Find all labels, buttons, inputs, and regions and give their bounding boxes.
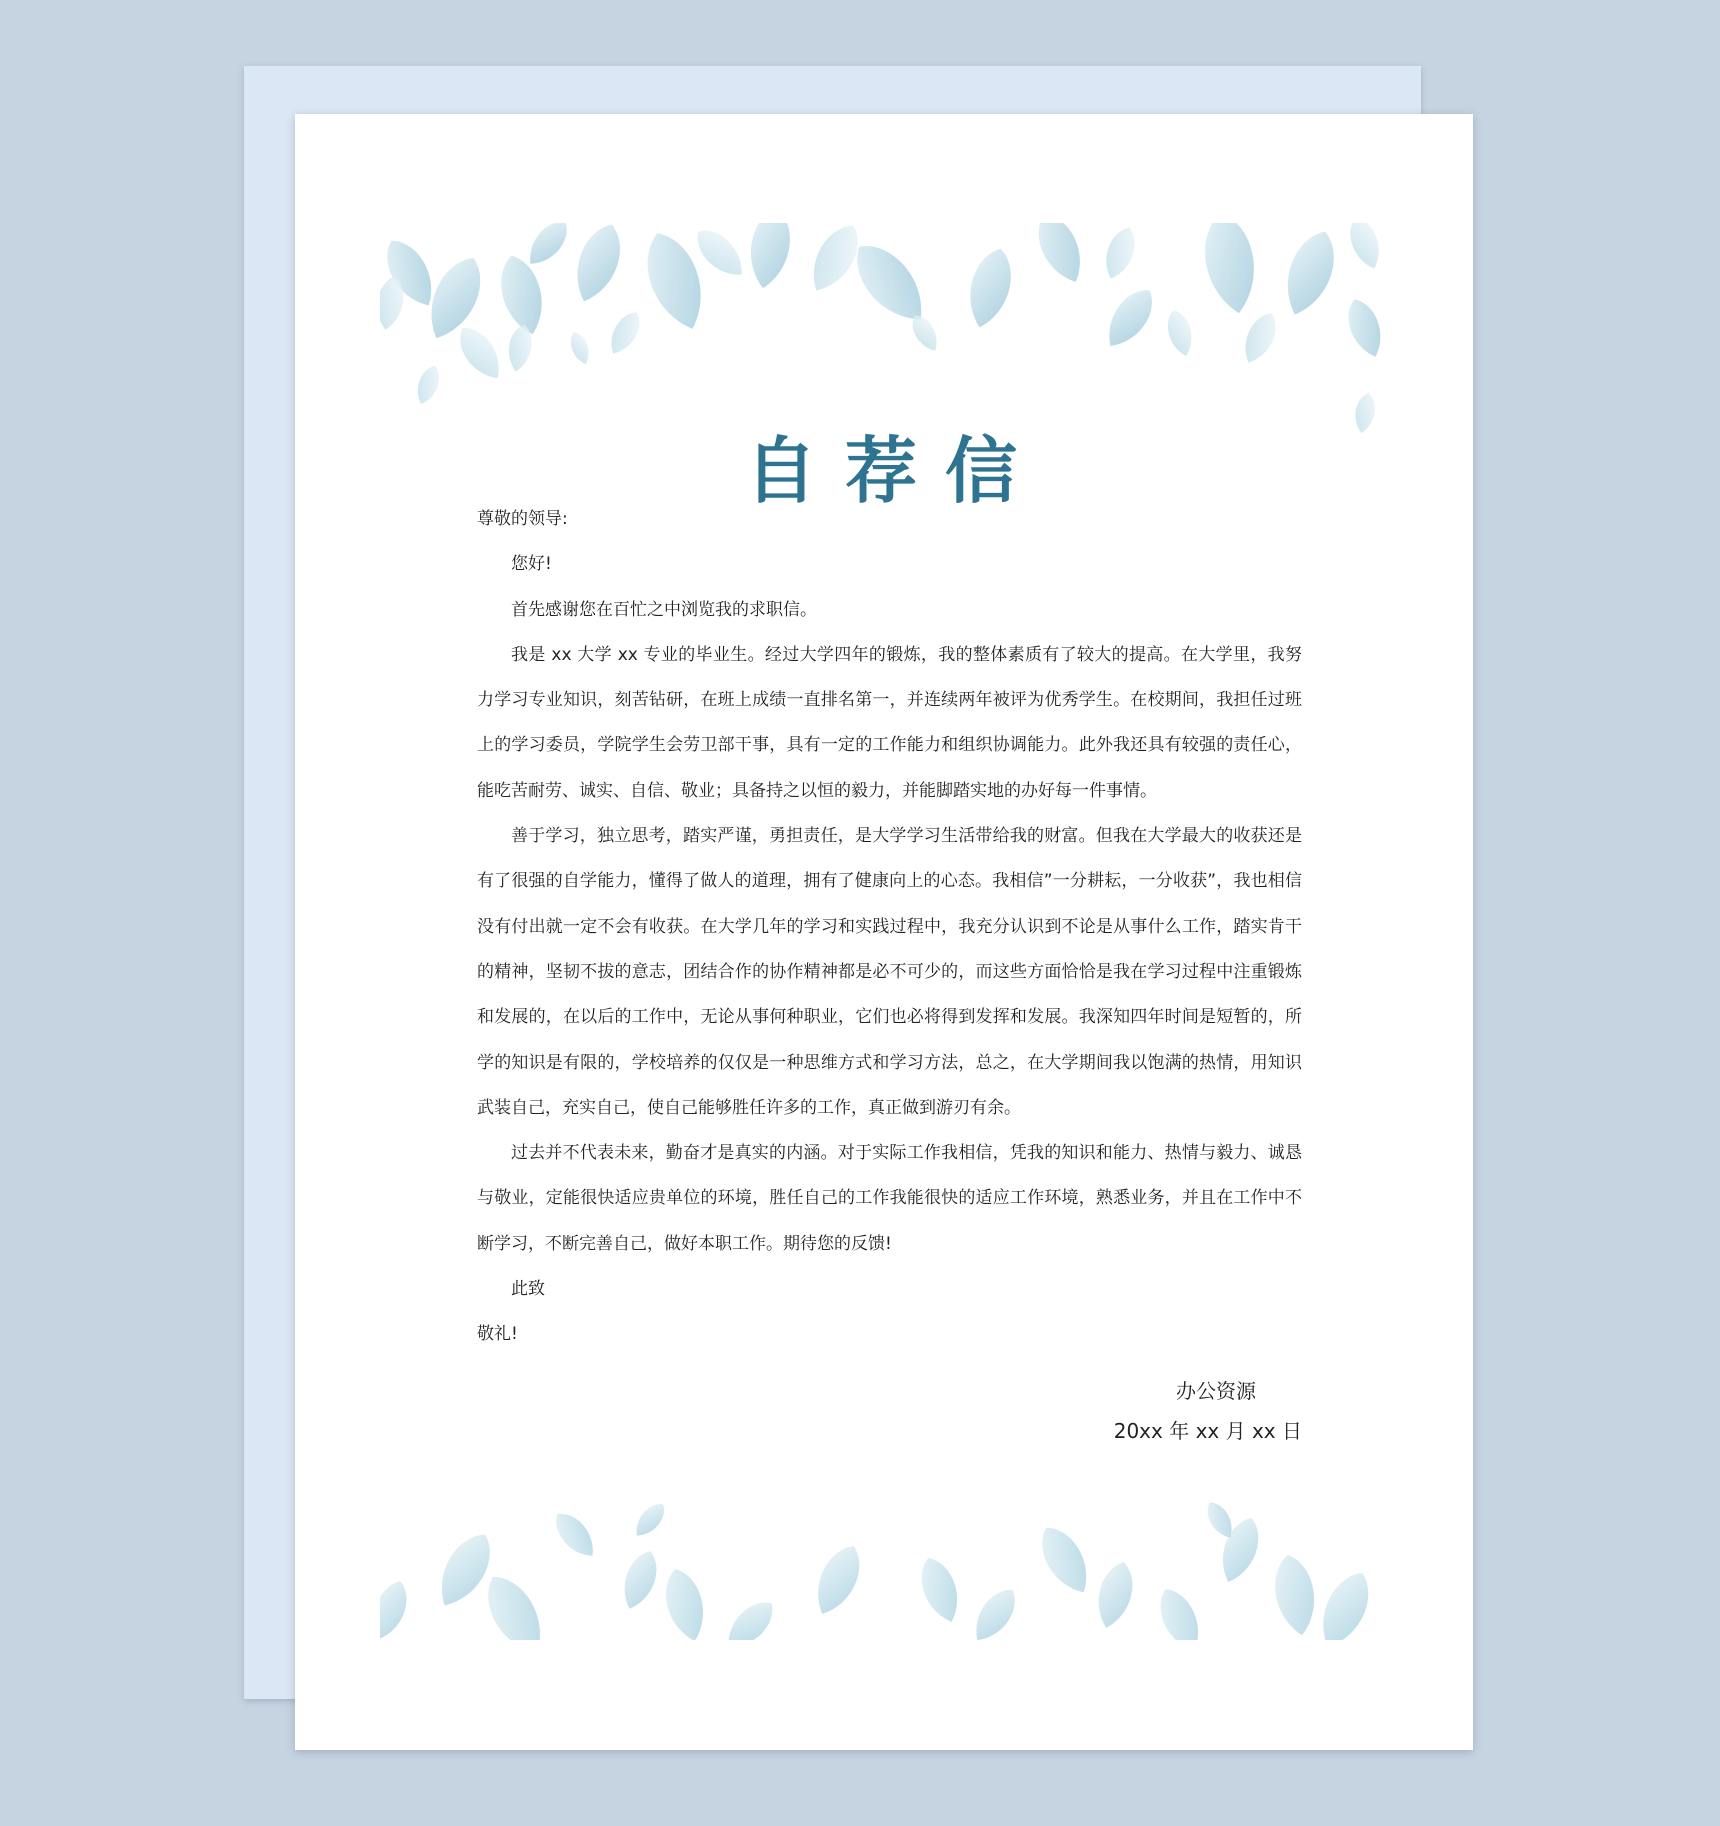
signature-block xyxy=(1114,1371,1302,1451)
signature-name: 办公资源 xyxy=(1176,1379,1256,1403)
paragraph: 善于学习，独立思考，踏实严谨，勇担责任，是大学学习生活带给我的财富。但我在大学最大的收获还是有了很强的自学能力，懂得了做人的道理，拥有了健康向上的心态。我相信”一分耕耘，一分收获”，我也相信没有付出就一定不会有收获。在大学几年的学习和实践过程中，我充分认识到不论是从事什么工作，踏实肯干的精神，坚韧不拔的意志，团结合作的协作精神都是必不可少的，而这些方面恰恰是我在学习过程中注重锻炼和发展的，在以后的工作中，无论从事何种职业，它们也必将得到发挥和发展。我深知四年时间是短暂的，所学的知识是有限的，学校培养的仅仅是一种思维方式和学习方法，总之，在大学期间我以饱满的热情，用知识武装自己，充实自己，使自己能够胜任许多的工作，真正做到游刃有余。 xyxy=(477,826,1302,1118)
front-paper-sheet xyxy=(295,114,1473,1750)
paragraph: 您好! xyxy=(511,554,552,575)
bottom-leaf-decoration xyxy=(380,1500,1382,1640)
paragraph: 首先感谢您在百忙之中浏览我的求职信。 xyxy=(511,599,817,620)
paragraph: 过去并不代表未来，勤奋才是真实的内涵。对于实际工作我相信，凭我的知识和能力、热情与毅力、诚恳与敬业，定能很快适应贵单位的环境，胜任自己的工作我能很快的适应工作环境，熟悉业务，并且在工作中不断学习，不断完善自己，做好本职工作。期待您的反馈! xyxy=(477,1143,1302,1254)
paragraph: 我是 xx 大学 xx 专业的毕业生。经过大学四年的锻炼，我的整体素质有了较大的提高。在大学里，我努力学习专业知识，刻苦钻研，在班上成绩一直排名第一，并连续两年被评为优秀学生。在校期间，我担任过班上的学习委员，学院学生会劳卫部干事，具有一定的工作能力和组织协调能力。此外我还具有较强的责任心，能吃苦耐劳、诚实、自信、敬业；具备持之以恒的毅力，并能脚踏实地的办好每一件事情。 xyxy=(477,644,1302,801)
top-leaf-decoration xyxy=(380,223,1382,443)
letter-body xyxy=(477,497,1302,1358)
closing: 敬礼! xyxy=(477,1324,518,1345)
salutation: 尊敬的领导: xyxy=(477,509,568,529)
page-title: 自荐信 xyxy=(744,428,1045,513)
leaf-icon xyxy=(380,1500,1379,1640)
letterhead xyxy=(380,223,1382,1640)
paragraph: 此致 xyxy=(511,1279,545,1300)
signature-date: 20xx 年 xx 月 xx 日 xyxy=(1113,1419,1302,1443)
